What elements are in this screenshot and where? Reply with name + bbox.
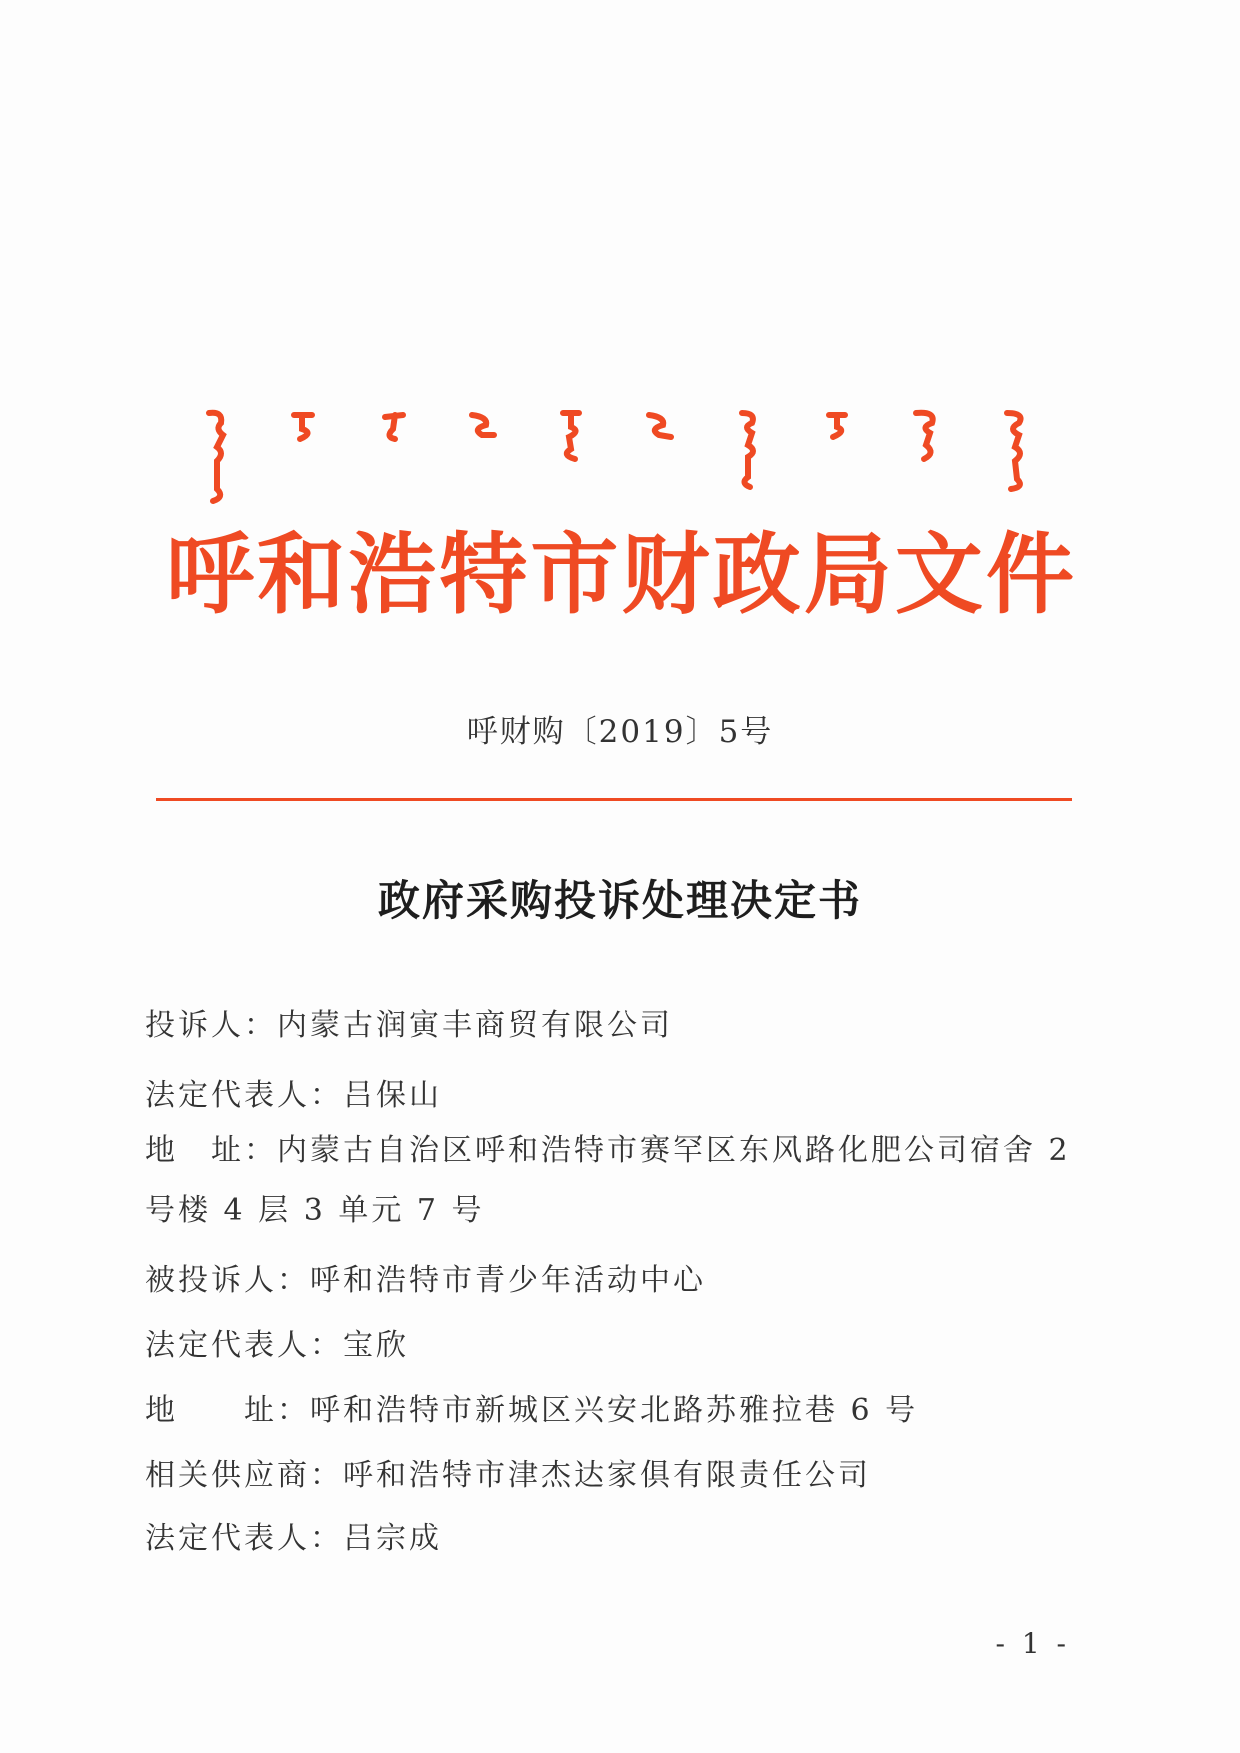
complainant-address: 地 址：内蒙古自治区呼和浩特市赛罕区东风路化肥公司宿舍 2 bbox=[145, 1133, 1071, 1168]
mongolian-word bbox=[817, 405, 857, 505]
respondent-address: 地 址：呼和浩特市新城区兴安北路苏雅拉巷 6 号 bbox=[145, 1393, 919, 1428]
related-supplier: 相关供应商：呼和浩特市津杰达家俱有限责任公司 bbox=[145, 1458, 871, 1493]
red-divider bbox=[156, 798, 1072, 801]
title-char: 市 bbox=[530, 523, 619, 626]
complainant: 投诉人：内蒙古润寅丰商贸有限公司 bbox=[145, 1008, 673, 1043]
title-char: 和 bbox=[257, 523, 346, 626]
title-char: 件 bbox=[985, 523, 1074, 626]
mongolian-word bbox=[462, 405, 502, 505]
title-char: 浩 bbox=[348, 523, 437, 626]
organization-title bbox=[165, 520, 1075, 630]
decision-title: 政府采购投诉处理决定书 bbox=[377, 876, 862, 925]
complainant-address-continued: 号楼 4 层 3 单元 7 号 bbox=[145, 1193, 485, 1228]
title-char: 特 bbox=[439, 523, 528, 626]
mongolian-word bbox=[284, 405, 324, 505]
complainant-representative: 法定代表人：吕保山 bbox=[145, 1078, 442, 1113]
mongolian-word bbox=[995, 405, 1035, 505]
title-char: 呼 bbox=[165, 523, 254, 626]
mongolian-script-header bbox=[195, 405, 1035, 515]
title-char: 局 bbox=[803, 523, 892, 626]
respondent: 被投诉人：呼和浩特市青少年活动中心 bbox=[145, 1263, 706, 1298]
respondent-representative: 法定代表人：宝欣 bbox=[145, 1328, 409, 1363]
mongolian-word bbox=[639, 405, 679, 505]
page-number: - 1 - bbox=[995, 1627, 1070, 1660]
mongolian-word bbox=[728, 405, 768, 505]
document-number: 呼财购〔2019〕5号 bbox=[466, 714, 774, 750]
title-char: 财 bbox=[621, 523, 710, 626]
title-char: 政 bbox=[712, 523, 801, 626]
mongolian-word bbox=[551, 405, 591, 505]
mongolian-word bbox=[373, 405, 413, 505]
mongolian-word bbox=[906, 405, 946, 505]
title-char: 文 bbox=[894, 523, 983, 626]
mongolian-word bbox=[195, 405, 235, 505]
supplier-representative: 法定代表人：吕宗成 bbox=[145, 1521, 442, 1556]
